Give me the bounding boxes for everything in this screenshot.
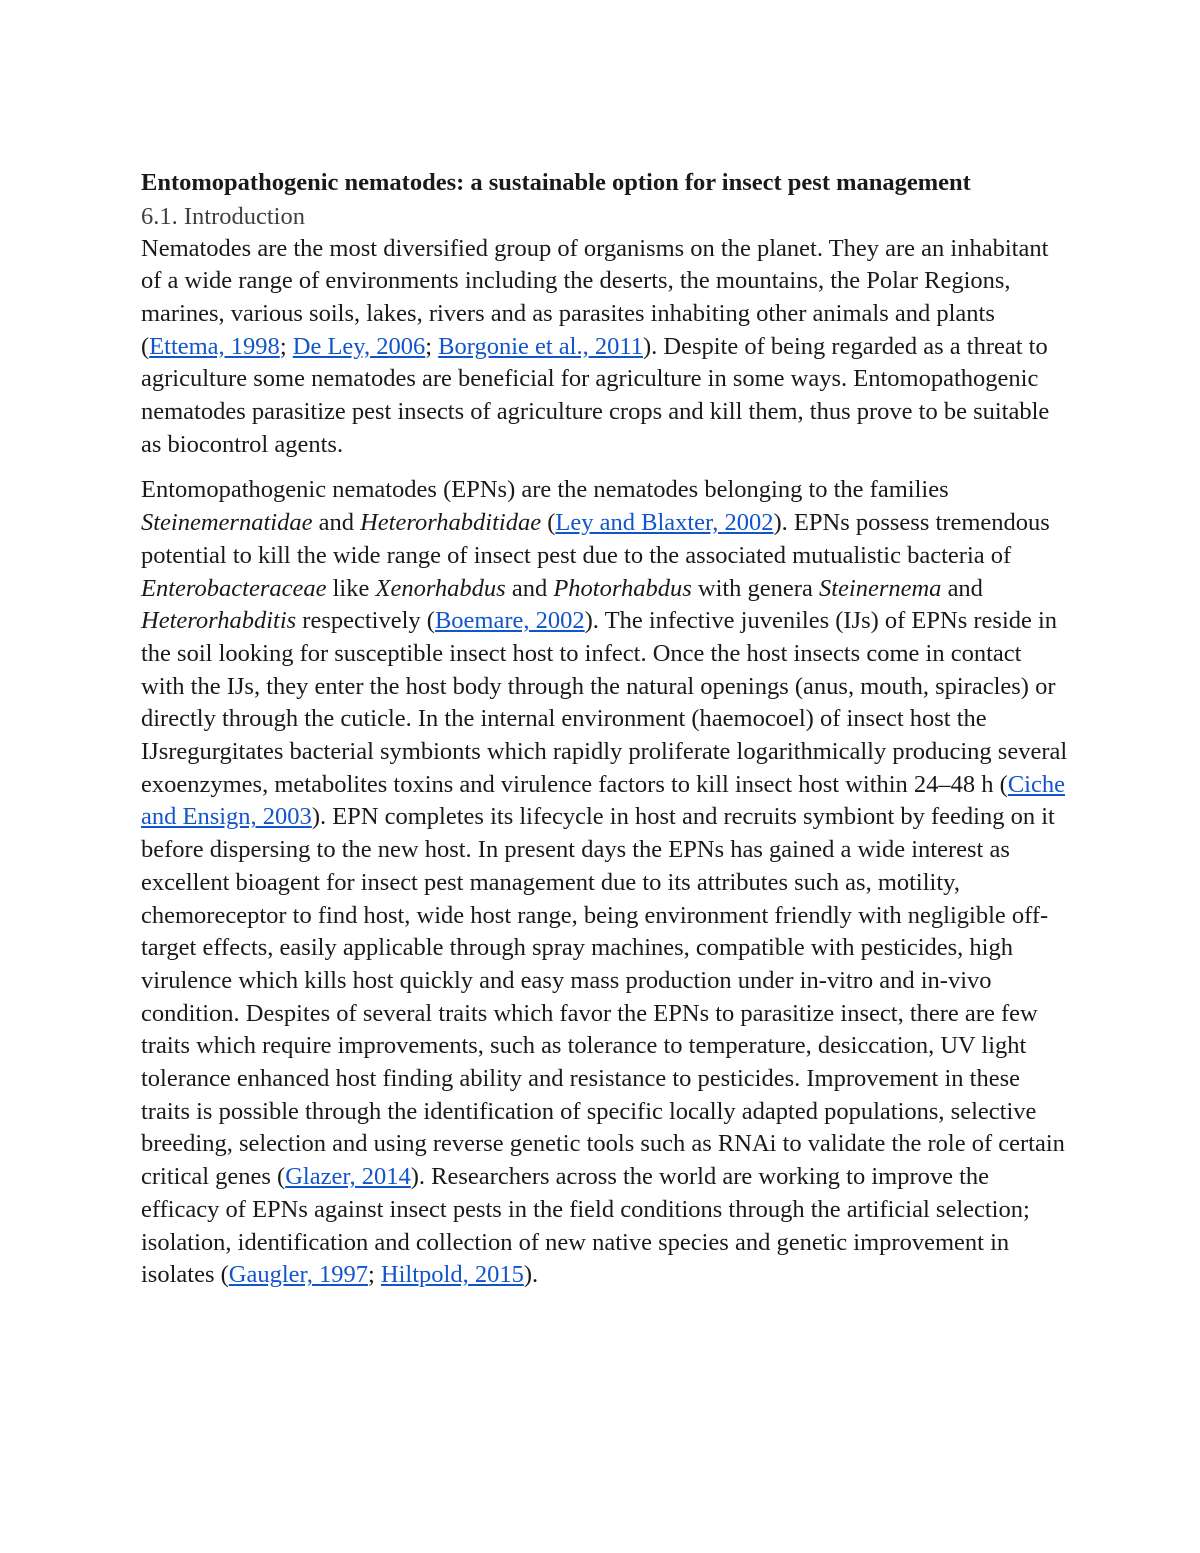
paragraph-1 [141,233,1071,462]
taxon-steinernema: Steinernema [818,574,942,602]
citation-borgonie-2011[interactable]: Borgonie et al., 2011 [438,332,643,360]
para2-text-2: and [312,509,361,537]
citation-ettema-1998[interactable]: Ettema, 1998 [149,332,280,360]
para2-text-3: ( [541,509,556,537]
para2-text-6: and [505,574,554,602]
citation-boemare-2002[interactable]: Boemare, 2002 [434,607,585,635]
para1-sep-2: ; [425,332,439,360]
taxon-enterobacteraceae: Enterobacteraceae [141,574,327,602]
para2-text-8: and [941,574,983,602]
document-title: Entomopathogenic nematodes: a sustainable option for insect pest management [141,169,971,196]
para1-text-2: ). Despite of being regarded as a threat to agriculture some nematodes are beneficial for agriculture in some ways. Entomopathogenic nematodes parasitize pest insects of agriculture crops and kill them, thus prove to be suitable as biocontrol agents. [141,332,1050,458]
para2-text-9: respectively ( [296,607,435,635]
document-page [141,166,1071,1292]
citation-gaugler-1997[interactable]: Gaugler, 1997 [228,1261,368,1289]
citation-de-ley-2006[interactable]: De Ley, 2006 [292,332,426,360]
para2-sep-1: ; [367,1261,381,1289]
citation-glazer-2014[interactable]: Glazer, 2014 [285,1163,411,1191]
para2-text-1: Entomopathogenic nematodes (EPNs) are the nematodes belonging to the families [141,476,949,504]
paragraph-2 [141,474,1071,1292]
citation-hiltpold-2015[interactable]: Hiltpold, 2015 [380,1261,524,1289]
citation-ley-blaxter-2002[interactable]: Ley and Blaxter, 2002 [555,509,774,537]
taxon-heterorhabditidae: Heterorhabditidae [360,509,542,537]
para2-text-13: ). [523,1261,539,1289]
para2-text-12: ). Researchers across the world are working to improve the efficacy of EPNs against insect pests in the field conditions through the artificial selection; isolation, identification and collection of new native species and genetic improvement in isolates ( [141,1163,1030,1289]
section-heading: 6.1. Introduction [141,202,305,230]
para2-text-11: ). EPN completes its lifecycle in host and recruits symbiont by feeding on it before dispersing to the new host. In present days the EPNs has gained a wide interest as excellent bioagent for insect pest management due to its attributes such as, motility, chemoreceptor to find host, wide host range, being environment friendly with negligible off-target effects, easily applicable through spray machines, compatible with pesticides, high virulence which kills host quickly and easy mass production under in-vitro and in-vivo condition. Despites of several traits which favor the EPNs to parasitize insect, there are few traits which require improvements, such as tolerance to temperature, desiccation, UV light tolerance enhanced host finding ability and resistance to pesticides. Improvement in these traits is possible through the identification of specific locally adapted populations, selective breeding, selection and using reverse genetic tools such as RNAi to validate the role of certain critical genes ( [141,803,1065,1191]
para2-text-4: ). EPNs possess tremendous potential to kill the wide range of insect pest due to the associated mutualistic bacteria of [141,509,1050,569]
citation-ciche-ensign-2003[interactable]: Ciche and Ensign, 2003 [141,770,1065,831]
taxon-photorhabdus: Photorhabdus [553,574,692,602]
para2-text-10: ). The infective juveniles (IJs) of EPNs reside in the soil looking for susceptible insect host to infect. Once the host insects come in contact with the IJs, they enter the host body through the natural openings (anus, mouth, spiracles) or directly through the cuticle. In the internal environment (haemocoel) of insect host the IJsregurgitates bacterial symbionts which rapidly proliferate logarithmically producing several exoenzymes, metabolites toxins and virulence factors to kill insect host within 24–48 h ( [141,607,1068,798]
para1-text-1: Nematodes are the most diversified group of organisms on the planet. They are an inhabitant of a wide range of environments including the deserts, the mountains, the Polar Regions, marines, various soils, lakes, rivers and as parasites inhabiting other animals and plants ( [141,234,1049,360]
para2-text-7: with genera [691,574,819,602]
taxon-steinemernatidae: Steinemernatidae [141,509,313,537]
para2-text-5: like [326,574,376,602]
para1-sep-1: ; [279,332,293,360]
taxon-heterorhabditis: Heterorhabditis [141,607,297,635]
taxon-xenorhabdus: Xenorhabdus [375,574,506,602]
